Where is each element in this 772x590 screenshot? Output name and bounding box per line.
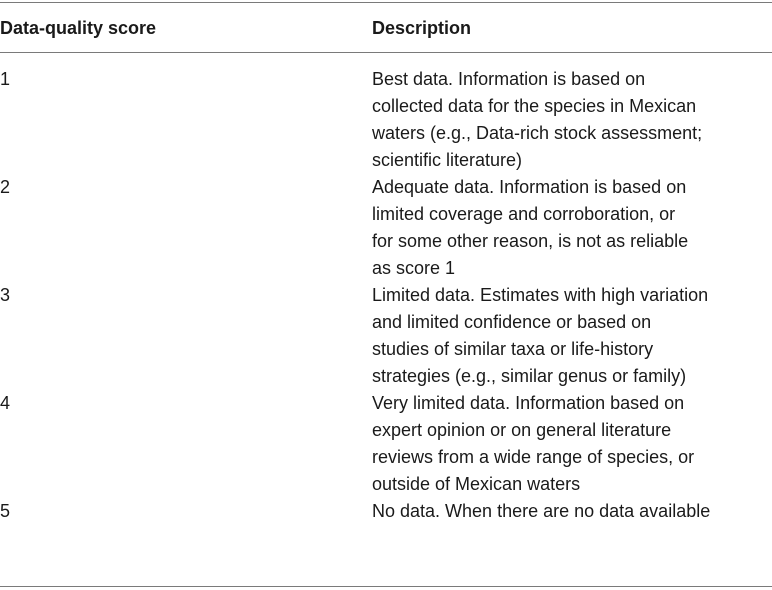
description-cell: Very limited data. Information based on expert opinion or on general literature reviews from a wide range of species, or outside of Mexican waters xyxy=(372,393,695,494)
table-row xyxy=(0,390,772,498)
description-cell: No data. When there are no data available xyxy=(372,501,711,521)
table-row xyxy=(0,282,772,390)
description-cell: Best data. Information is based on collected data for the species in Mexican waters (e.g., Data-rich stock assessment; scientific literature) xyxy=(372,69,703,170)
table-row xyxy=(0,498,772,525)
score-cell: 3 xyxy=(0,285,11,305)
score-cell: 2 xyxy=(0,177,11,197)
table-top-rule xyxy=(0,2,772,3)
header-data-quality-score: Data-quality score xyxy=(0,18,157,38)
description-cell: Adequate data. Information is based on limited coverage and corroboration, or for some other reason, is not as reliable as score 1 xyxy=(372,177,689,278)
table-row xyxy=(0,174,772,282)
table-row xyxy=(0,66,772,174)
header-description: Description xyxy=(372,18,472,38)
table-bottom-rule xyxy=(0,586,772,587)
table-header-rule xyxy=(0,52,772,53)
score-cell: 5 xyxy=(0,501,11,521)
score-cell: 4 xyxy=(0,393,11,413)
table-body xyxy=(0,66,772,525)
description-cell: Limited data. Estimates with high variation and limited confidence or based on studies of similar taxa or life-history strategies (e.g., similar genus or family) xyxy=(372,285,709,386)
score-cell: 1 xyxy=(0,69,11,89)
